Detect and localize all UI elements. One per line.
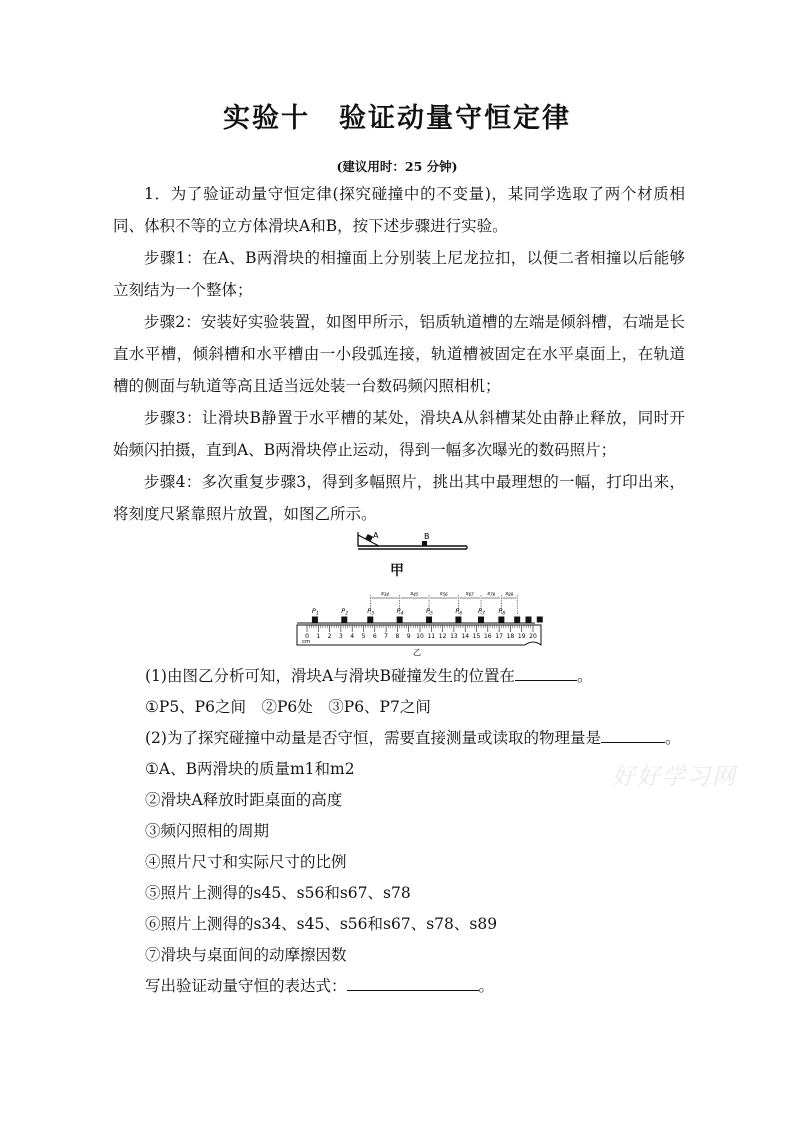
q2-text: (2)为了探究碰撞中动量是否守恒，需要直接测量或读取的物理量是 — [145, 729, 601, 747]
step-2: 步骤2：安装好实验装置，如图甲所示，铝质轨道槽的左端是倾斜槽，右端是长直水平槽，倾斜槽和水平槽由一小段弧连接，轨道槽被固定在水平桌面上，在轨道槽的侧面与轨道等高且适当远处装一台数码频闪照相机； — [113, 313, 685, 395]
point-labels — [312, 607, 505, 617]
block-b — [422, 541, 427, 546]
ruler-tick-label: 16 — [483, 633, 492, 640]
q2-stem — [145, 724, 680, 752]
ruler-tick-label: 0 — [305, 633, 309, 640]
exposure-block — [514, 617, 520, 623]
figure-a-apparatus — [355, 530, 470, 554]
ruler-tick-label: 19 — [517, 633, 526, 640]
exposure-block — [498, 617, 504, 623]
ruler-tick-label: 6 — [372, 633, 377, 640]
q2-answer-blank[interactable] — [601, 724, 665, 743]
figure-b-label: 乙 — [413, 648, 421, 657]
q2-item-7: ⑦滑块与桌面间的动摩擦因数 — [145, 946, 347, 964]
q2-end: 。 — [664, 729, 681, 747]
expression-line — [145, 972, 494, 1000]
exposure-block — [341, 617, 347, 623]
step-3: 步骤3：让滑块B静置于水平槽的某处，滑块A从斜槽某处由静止释放，同时开始频闪拍摄，直到A、B两滑块停止运动，得到一幅多次曝光的数码照片； — [113, 409, 685, 459]
ruler-tick-label: 4 — [350, 633, 355, 640]
point-label-p1: $P_1$ — [311, 607, 319, 617]
point-label-p8: $P_8$ — [498, 607, 506, 617]
exposure-block — [525, 617, 531, 623]
exposure-block — [397, 617, 403, 623]
ruler-tick-label: 10 — [416, 633, 424, 640]
interval-markers — [370, 591, 517, 615]
q1-end: 。 — [577, 667, 593, 685]
interval-label-s56: s56 — [439, 591, 448, 597]
point-label-p5: $P_5$ — [426, 607, 433, 617]
ruler-unit: cm — [302, 639, 311, 645]
ruler-tick-label: 5 — [361, 633, 366, 640]
ruler-tick-label: 12 — [438, 633, 447, 640]
page-subtitle: (建议用时：25 分钟) — [336, 159, 458, 174]
ruler-tick-label: 20 — [529, 633, 537, 640]
point-label-p7: $P_7$ — [478, 607, 485, 617]
exposure-block — [312, 617, 318, 623]
interval-label-s67: s67 — [465, 591, 474, 597]
exposure-block — [478, 617, 484, 623]
point-label-p4: $P_4$ — [396, 607, 404, 617]
interval-label-s45: s45 — [410, 591, 419, 597]
ruler-tick-label: 9 — [406, 633, 411, 640]
q1-answer-blank[interactable] — [515, 662, 577, 681]
expression-end: 。 — [478, 977, 495, 995]
expression-prompt: 写出验证动量守恒的表达式： — [145, 977, 347, 995]
ruler-tick-label: 7 — [384, 633, 389, 640]
q2-item-6: ⑥照片上测得的s34、s45、s56和s67、s78、s89 — [145, 915, 498, 933]
q1-stem — [145, 662, 593, 690]
point-label-p2: $P_2$ — [341, 607, 349, 617]
point-label-p3: $P_3$ — [367, 607, 375, 617]
ruler-tick-label: 11 — [427, 633, 436, 640]
interval-label-s89: s89 — [505, 591, 514, 597]
page-title: 实验十 验证动量守恒定律 — [223, 103, 571, 134]
figure-a-label: 甲 — [390, 563, 404, 579]
q2-item-1: ①A、B两滑块的质量m1和m2 — [145, 760, 355, 778]
ruler-tick-label: 8 — [395, 633, 400, 640]
ruler-tick-label: 1 — [316, 633, 321, 640]
ruler-tick-label: 2 — [327, 633, 332, 640]
exposure-block — [367, 617, 373, 623]
step-1: 步骤1：在A、B两滑块的相撞面上分别装上尼龙拉扣，以便二者相撞以后能够立刻结为一个整体； — [113, 249, 685, 299]
figure-b-ruler — [295, 587, 545, 659]
q2-item-4: ④照片尺寸和实际尺寸的比例 — [145, 853, 347, 871]
watermark: 好好学习网 — [612, 764, 737, 790]
q2-item-2: ②滑块A释放时距桌面的高度 — [145, 791, 343, 809]
block-a-label: A — [373, 531, 379, 540]
exposure-block — [426, 617, 432, 623]
ruler-tick-label: 13 — [450, 633, 458, 640]
exposure-block — [537, 617, 543, 623]
q2-item-3: ③频闪照相的周期 — [145, 822, 270, 840]
exposure-blocks — [297, 617, 543, 624]
ruler-tick-label: 3 — [338, 633, 343, 640]
q1-options: ①P5、P6之间 ②P6处 ③P6、P7之间 — [145, 698, 431, 716]
ruler-tick-label: 18 — [506, 633, 515, 640]
ruler-tick-label: 14 — [461, 633, 470, 640]
q1-text: (1)由图乙分析可知，滑块A与滑块B碰撞发生的位置在 — [145, 667, 516, 685]
question-intro: 1．为了验证动量守恒定律(探究碰撞中的不变量)，某同学选取了两个材质相同、体积不等的立方体滑块A和B，按下述步骤进行实验。 — [113, 185, 685, 235]
block-b-label: B — [424, 532, 430, 541]
exposure-block — [455, 617, 461, 623]
ruler-tick-label: 17 — [495, 633, 503, 640]
step-4: 步骤4：多次重复步骤3，得到多幅照片，挑出其中最理想的一幅，打印出来，将刻度尺紧靠照片放置，如图乙所示。 — [113, 473, 685, 523]
expression-answer-blank[interactable] — [347, 972, 479, 991]
interval-label-s34: s34 — [380, 591, 389, 597]
q2-item-5: ⑤照片上测得的s45、s56和s67、s78 — [145, 884, 411, 902]
point-label-p6: $P_6$ — [455, 607, 463, 617]
ruler-tick-label: 15 — [472, 633, 481, 640]
interval-label-s78: s78 — [487, 591, 496, 597]
